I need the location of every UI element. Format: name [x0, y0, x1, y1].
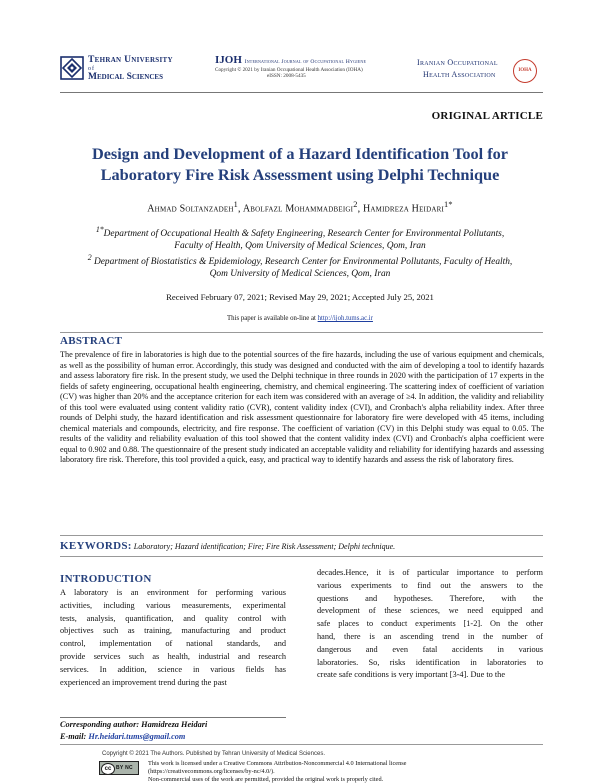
keywords-text: Laboratory; Hazard identification; Fire; Fire Risk Assessment; Delphi technique. — [133, 542, 396, 551]
header-divider — [60, 92, 543, 93]
abstract-text: The prevalence of fire in laboratories is high due to the potential sources of the fire hazards, including the use of various equipment and chemicals, as well as the possibility of human error. Accordingly, this study was designed and conducted with the aim of developing a tool to identify hazards and assess laboratory fire risk. In the present study, we used the Delphi technique in three rounds in 2020 with the participation of 17 experts in the fields of safety engineering, occupational health engineering, chemistry, and chemical engineering. The scattering index of coefficient of variation (CV) was higher than 20% and the acceptance criterion for each item was considered with an average of ≥4. In addition, the validity and reliability of this tool were evaluated using content validity ratio (CVR), content validity index (CVI), and Cronbach's alpha reliability index. After three rounds of Delphi study, the hazard identification and risk assessment questionnaire for laboratory fire were developed with 45 items, including chemical materials and compounds, electricity, and fire response. The coefficient of variation (CV) in this Delphi study was equal to 0.05. The results of the validity and reliability evaluation of this tool showed that the content validity index (CVI) and Cronbach's alpha coefficient were equal to 0.902 and 0.88. The questionnaire of the present study indicated an acceptable validity and reliability for identifying hazards and assessing laboratory fire risk. Therefore, this tool provided a quick, easy, and practical way to identify hazards and assess the risk of laboratory fires. — [60, 350, 544, 465]
affiliation: $^{1*}$Department of Occupational Health & Safety Engineering, Research Center for Environmental Pollutants, Faculty of Health, Qom University of Medical Sciences, Qom, Iran — [95, 225, 505, 252]
text-line: hand, there is an ascending trend in the number of — [317, 631, 543, 641]
cc-license-badge[interactable] — [99, 761, 139, 775]
article-title-line: Design and Development of a Hazard Identification Tool for — [91, 144, 509, 163]
author-name: Ahmad Soltanzadeh — [147, 203, 234, 215]
text-line: various experiments to find out the answers to the — [317, 580, 543, 590]
ioha-seal-icon: IOHA — [513, 59, 537, 83]
text-line: activities, including various measurements, experimental — [60, 600, 286, 610]
journal-copyright: Copyright © 2021 by Iranian Occupational Health Association (IOHA) — [215, 67, 363, 73]
license-line: Non-commercial uses of the work are permitted, provided the original work is properly cited. — [148, 776, 384, 783]
author-affiliation-mark: 2 — [353, 200, 358, 209]
corresponding-author — [60, 717, 286, 742]
text-line: safe places to conduct experiments [1-2]. On the other — [317, 619, 543, 629]
text-line: control, implementation of national standards, and — [60, 639, 286, 649]
keywords-heading: KEYWORDS: — [60, 540, 132, 552]
license-line: This work is licensed under a Creative Commons Attribution-Noncommercial 4.0 International license — [148, 760, 407, 767]
text-line: objectives such as training, manufacturing and product — [60, 626, 286, 636]
text-line: tests, analysis, quantification, and quality control with — [60, 613, 286, 623]
cc-badge-label: BY NC — [116, 765, 133, 771]
article-title — [60, 143, 540, 185]
text-line: create safe conditions is very important [3-4]. Due to the — [317, 670, 506, 680]
text-line: development of these sciences, we need equipped and — [317, 606, 543, 616]
submission-dates: Received February 07, 2021; Revised May 29, 2021; Accepted July 25, 2021 — [166, 292, 434, 302]
introduction-heading: INTRODUCTION — [60, 573, 152, 585]
university-emblem-icon — [60, 56, 84, 80]
association-logo — [417, 58, 541, 84]
university-logo — [60, 52, 210, 88]
keywords-divider — [60, 535, 543, 536]
text-line: experienced an improvement trend during the past — [60, 677, 227, 687]
introduction-column-left — [60, 587, 286, 689]
university-name-line1: Tehran University — [88, 55, 173, 65]
keywords-divider — [60, 556, 543, 557]
association-name-line1: Iranian Occupational — [417, 58, 498, 67]
text-line: laboratories. So, risks identification in laboratories to — [317, 657, 543, 667]
email-label: E-mail: — [60, 731, 87, 741]
cc-icon: cc — [101, 763, 115, 775]
author-name: Hamidreza Heidari — [362, 203, 444, 215]
availability-note: This paper is available on-line at http://ijoh.tums.ac.ir — [227, 315, 373, 322]
journal-title: IJOH International Journal of Occupational Hygiene — [215, 54, 367, 66]
author-affiliation-mark: 1* — [444, 200, 453, 209]
abstract-divider — [60, 332, 543, 333]
text-line: decades.Hence, it is of particular importance to perform — [317, 568, 543, 577]
keywords — [60, 540, 544, 552]
introduction-column-right — [317, 567, 543, 682]
university-name-line3: Medical Sciences — [88, 72, 163, 82]
text-line: A laboratory is an environment for performing various — [60, 588, 286, 597]
journal-issn: eISSN: 2008-5435 — [267, 73, 306, 79]
affiliation: $^2$ Department of Biostatistics & Epidemiology, Research Center for Environmental Pollutants, Faculty of Health, Qom University of Medical Sciences, Qom, Iran — [87, 253, 513, 280]
license-url-link[interactable]: (https://creativecommons.org/licenses/by-nc/4.0/). — [148, 768, 275, 775]
journal-url-link[interactable]: http://ijoh.tums.ac.ir — [317, 315, 373, 322]
text-line: services. In addition, science in various fields has — [60, 664, 286, 674]
copyright-notice: Copyright © 2021 The Authors. Published by Tehran University of Medical Sciences. — [102, 751, 325, 757]
abstract-heading: ABSTRACT — [60, 335, 123, 347]
author-list: Ahmad Soltanzadeh$^1$, Abolfazl Mohammadbeigi$^2$, Hamidreza Heidari$^{1*}$ — [147, 200, 453, 215]
author-email-link[interactable]: Hr.heidari.tums@gmail.com — [88, 731, 186, 741]
association-name-line2: Health Association — [423, 70, 496, 79]
license-text — [148, 760, 406, 784]
university-name-line2: of — [88, 66, 95, 72]
article-type: ORIGINAL ARTICLE — [431, 110, 543, 122]
text-line: provide services such as health, industrial and research — [60, 651, 286, 661]
author-name: Abolfazl Mohammadbeigi — [242, 203, 354, 215]
footer-divider — [60, 744, 543, 745]
text-line: questions and hypotheses. Therefore, with the — [317, 593, 543, 603]
corresponding-author-label: Corresponding author: Hamidreza Heidari — [60, 720, 208, 729]
text-line: dangerous and even fatal accidents in various — [317, 644, 543, 654]
article-title-line: Laboratory Fire Risk Assessment using Delphi Technique — [100, 165, 500, 184]
author-affiliation-mark: 1 — [233, 200, 238, 209]
journal-masthead — [215, 54, 385, 79]
